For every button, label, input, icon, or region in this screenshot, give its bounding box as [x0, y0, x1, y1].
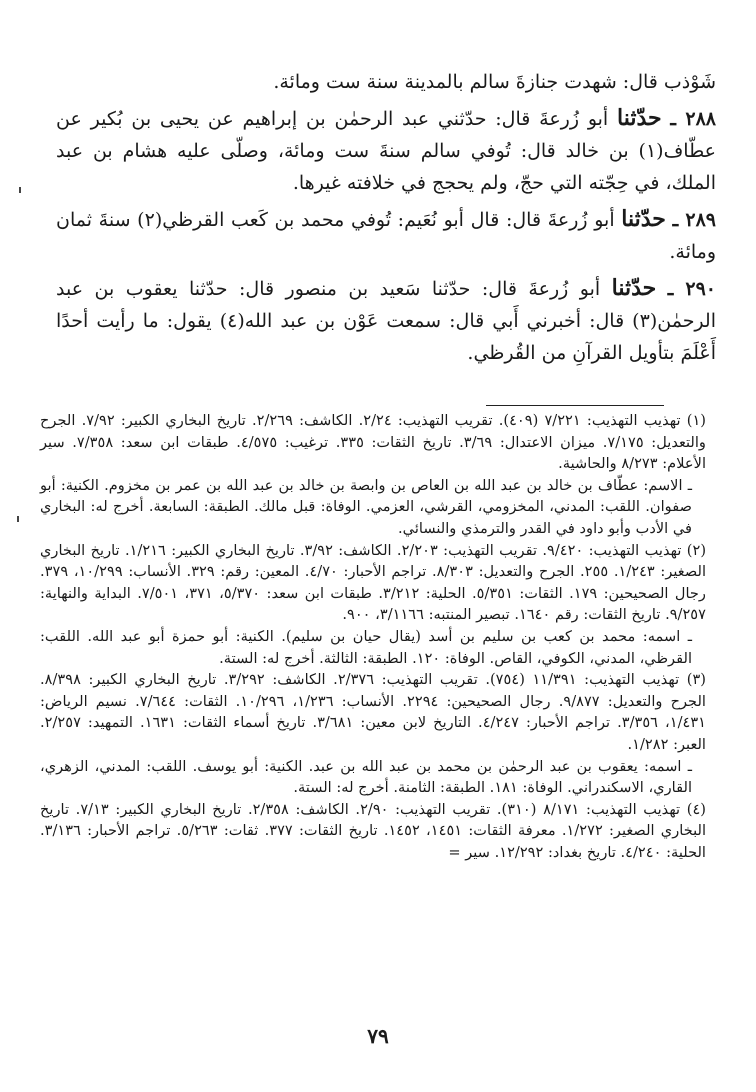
hadith-288: [56, 102, 716, 199]
continuation-text: شَوْذب قال: شهدت جنازةَ سالم بالمدينة سنة ست ومائة.: [273, 71, 716, 93]
footnote-3-bio: ـ اسمه: يعقوب بن عبد الرحمٰن بن محمد بن عبد الله بن عبد. الكنية: أبو يوسف. اللقب: المدني، الزهري، القاري، الاسكندراني. الوفاة: ١٨١. الطبقة: الثامنة. أخرج له: الستة.: [40, 757, 692, 797]
haddathana-heading: حدّثنا: [617, 105, 662, 131]
hadith-number: ٢٨٩ ـ: [672, 209, 717, 231]
footnotes: [40, 410, 706, 863]
footnote-1-bio: ـ الاسم: عطّاف بن خالد بن عبد الله بن العاص بن وابصة بن خالد بن عبد الله بن عمر بن مخزوم. الكنية: أبو صفوان. اللقب: المدني، المخزومي، القرشي، العزمي. الوفاة: قبل مالك. الطبقة: السابعة. أخرج له: البخاري في الأدب وأبو داود في القدر والترمذي والنسائي.: [40, 476, 692, 537]
hadith-text: أبو زُرعةَ قال: قال أبو نُعَيم: تُوفي محمد بن كَعب القرظي(٢) سنةَ ثمان ومائة.: [56, 209, 716, 263]
footnote-separator: [486, 405, 664, 406]
footnote-2-bio: ـ اسمه: محمد بن كعب بن سليم بن أسد (يقال حيان بن سليم). الكنية: أبو حمزة أبو عبد الله. اللقب: القرظي، المدني، الكوفي، القاص. الوفاة: ١٢٠. الطبقة: الثالثة. أخرج له: الستة.: [40, 627, 692, 667]
haddathana-heading: حدّثنا: [611, 275, 657, 301]
hadith-number: ٢٨٨ ـ: [670, 108, 716, 130]
paragraph-continuation: [56, 66, 716, 98]
scan-speck: [19, 187, 21, 193]
scan-speck: [17, 516, 19, 522]
footnote-4: (٤) تهذيب التهذيب: ٨/١٧١ (٣١٠). تقريب التهذيب: ٢/٩٠. الكاشف: ٢/٣٥٨. تاريخ البخاري الكبير: ٧/١٣. تاريخ البخاري الصغير: ١/٢٧٢. معرفة الثقات: ١٤٥١، ١٤٥٢. تاريخ الثقات: ٣٧٧. ثقات: ٥/٢٦٣. تراجم الأحبار: ٣/١٣٦. الحلية: ٤/٢٤٠. تاريخ بغداد: ١٢/٢٩٢. سير =: [40, 800, 707, 861]
hadith-text: أبو زُرعةَ قال: حدّثني عبد الرحمٰن بن إبراهيم عن يحيى بن بُكير عن عطّاف(١) بن خالد قال: تُوفي سالم سنةَ ست ومائة، وصلّى عليه هشام بن عبد الملك، في حِجّته التي حجّ، ولم يحجج في خلافته غيرها.: [56, 108, 716, 194]
main-text: [56, 66, 716, 369]
page-number: ٧٩: [367, 1024, 389, 1048]
footnote-3: (٣) تهذيب التهذيب: ١١/٣٩١ (٧٥٤). تقريب التهذيب: ٢/٣٧٦. الكاشف: ٣/٢٩٢. تاريخ البخاري الكبير: ٨/٣٩٨. الجرح والتعديل: ٩/٨٧٧. رجال الصحيحين: ٢٢٩٤. الأنساب: ١/٢٣٦، ١٠/٢٩٦. الثقات: ٧/٦٤٤. نسيم الرياض: ١/٤٣١، ٣/٣٥٦. تراجم الأحبار: ٤/٢٤٧. التاريخ لابن معين: ٣/٦٨١. تاريخ أسماء الثقات: ١٦٣١. التمهيد: ٢/٢٥٧. العبر: ١/٢٨٢.: [40, 671, 707, 753]
hadith-290: [56, 272, 716, 369]
haddathana-heading: حدّثنا: [621, 206, 666, 232]
footnote-1: (١) تهذيب التهذيب: ٧/٢٢١ (٤٠٩). تقريب التهذيب: ٢/٢٤. الكاشف: ٢/٢٦٩. تاريخ البخاري الكبير: ٧/٩٢. الجرح والتعديل: ٧/١٧٥. ميزان الاعتدال: ٣/٦٩. تاريخ الثقات: ٣٣٥. ترغيب: ٤/٥٧٥. طبقات ابن سعد: ٧/٣٥٨. سير الأعلام: ٨/٢٧٣ والحاشية.: [40, 412, 706, 473]
hadith-number: ٢٩٠ ـ: [667, 278, 717, 300]
footnote-2: (٢) تهذيب التهذيب: ٩/٤٢٠. تقريب التهذيب: ٢/٢٠٣. الكاشف: ٣/٩٢. تاريخ البخاري الكبير: ١/٢١٦. تاريخ البخاري الصغير: ١/٢٤٣. ٢٥٥. الجرح والتعديل: ٨/٣٠٣. تراجم الأحبار: ٤/٧٠. المعين: رقم: ٣٢٩. الأنساب: ١٠/٢٩٩، ٣٧٩. رجال الصحيحين: ١٧٩. الثقات: ٥/٣٥١. الحلية: ٣/٢١٢. طبقات ابن سعد: ٥/٣٧٠، ٣٧١، ٧/٥٠١. البداية والنهاية: ٩/٢٥٧. تاريخ الثقات: رقم ١٦٤٠. تبصير المنتبه: ٣/١١٦٦، ٩٠٠.: [40, 541, 707, 624]
hadith-text: أبو زُرعةَ قال: حدّثنا سَعيد بن منصور قال: حدّثنا يعقوب بن عبد الرحمٰن(٣) قال: أخبرني أَبي قال: سمعت عَوْن بن عبد الله(٤) يقول: ما رأيت أحدًا أَعْلَمَ بتأويل القرآنِ من القُرظي.: [56, 278, 716, 364]
hadith-289: [56, 203, 716, 268]
